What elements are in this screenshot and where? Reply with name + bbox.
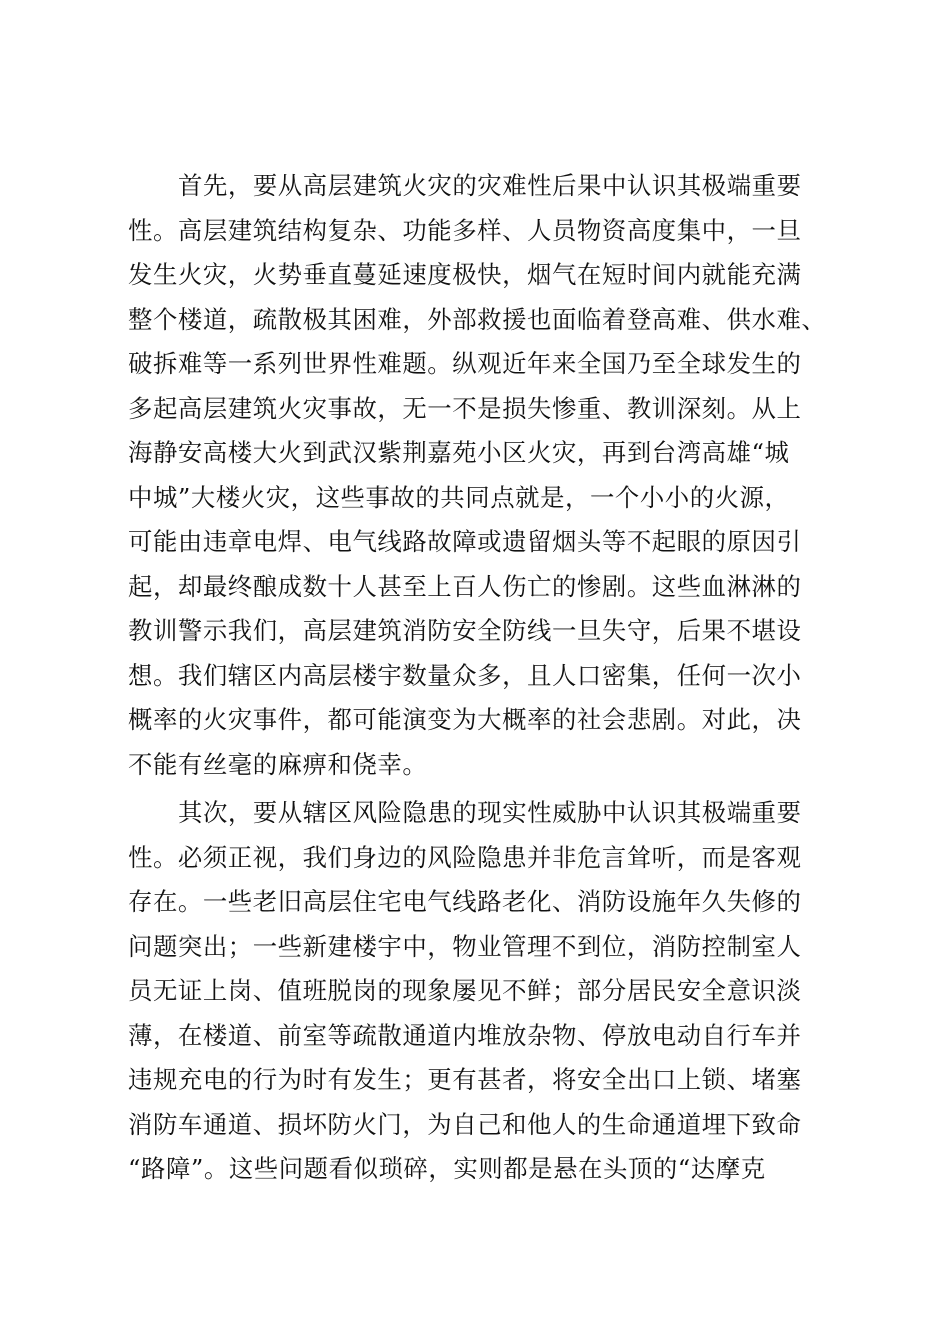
paragraph-1-line-3: 发生火灾，火势垂直蔓延速度极快，烟气在短时间内就能充满 — [128, 260, 802, 289]
paragraph-1-line-7: 海静安高楼大火到武汉紫荆嘉苑小区火灾，再到台湾高雄“城 — [128, 438, 790, 467]
paragraph-1-line-1: 首先，要从高层建筑火灾的灾难性后果中认识其极端重要 — [178, 171, 802, 200]
paragraph-1-line-9: 可能由违章电焊、电气线路故障或遗留烟头等不起眼的原因引 — [128, 527, 802, 556]
paragraph-1-line-8: 中城”大楼火灾，这些事故的共同点就是，一个小小的火源， — [128, 482, 790, 512]
paragraph-1-line-12: 想。我们辖区内高层楼宇数量众多，且人口密集，任何一次小 — [128, 660, 802, 690]
paragraph-1-line-11: 教训警示我们，高层建筑消防安全防线一旦失守，后果不堪设 — [128, 616, 802, 645]
body-text — [128, 164, 848, 1192]
paragraph-2-line-6: 薄，在楼道、前室等疏散通道内堆放杂物、停放电动自行车并 — [128, 1020, 802, 1050]
paragraph-2-line-5: 员无证上岗、值班脱岗的现象屡见不鲜；部分居民安全意识淡 — [128, 976, 802, 1005]
paragraph-2-line-2: 性。必须正视，我们身边的风险隐患并非危言耸听，而是客观 — [128, 842, 802, 872]
paragraph-1-line-4: 整个楼道，疏散极其困难，外部救援也面临着登高难、供水难、 — [128, 304, 827, 334]
paragraph-2-line-4: 问题突出；一些新建楼宇中，物业管理不到位，消防控制室人 — [128, 931, 802, 961]
paragraph-1-line-5: 破拆难等一系列世界性难题。纵观近年来全国乃至全球发生的 — [128, 349, 802, 378]
paragraph-2-line-8: 消防车通道、损坏防火门，为自己和他人的生命通道埋下致命 — [128, 1109, 802, 1139]
paragraph-2-line-7: 违规充电的行为时有发生；更有甚者，将安全出口上锁、堵塞 — [128, 1065, 802, 1094]
paragraph-2-line-1: 其次，要从辖区风险隐患的现实性威胁中认识其极端重要 — [178, 798, 802, 827]
paragraph-1-line-2: 性。高层建筑结构复杂、功能多样、人员物资高度集中，一旦 — [128, 215, 802, 245]
paragraph-1-line-13: 概率的火灾事件，都可能演变为大概率的社会悲剧。对此，决 — [128, 705, 802, 734]
paragraph-1-line-14: 不能有丝毫的麻痹和侥幸。 — [128, 749, 428, 779]
paragraph-2-line-3: 存在。一些老旧高层住宅电气线路老化、消防设施年久失修的 — [128, 887, 802, 916]
paragraph-1-line-10: 起，却最终酿成数十人甚至上百人伤亡的惨剧。这些血淋淋的 — [128, 571, 802, 601]
paragraph-1-line-6: 多起高层建筑火灾事故，无一不是损失惨重、教训深刻。从上 — [128, 393, 802, 423]
paragraph-2-line-9: “路障”。这些问题看似琐碎，实则都是悬在头顶的“达摩克 — [128, 1154, 766, 1183]
